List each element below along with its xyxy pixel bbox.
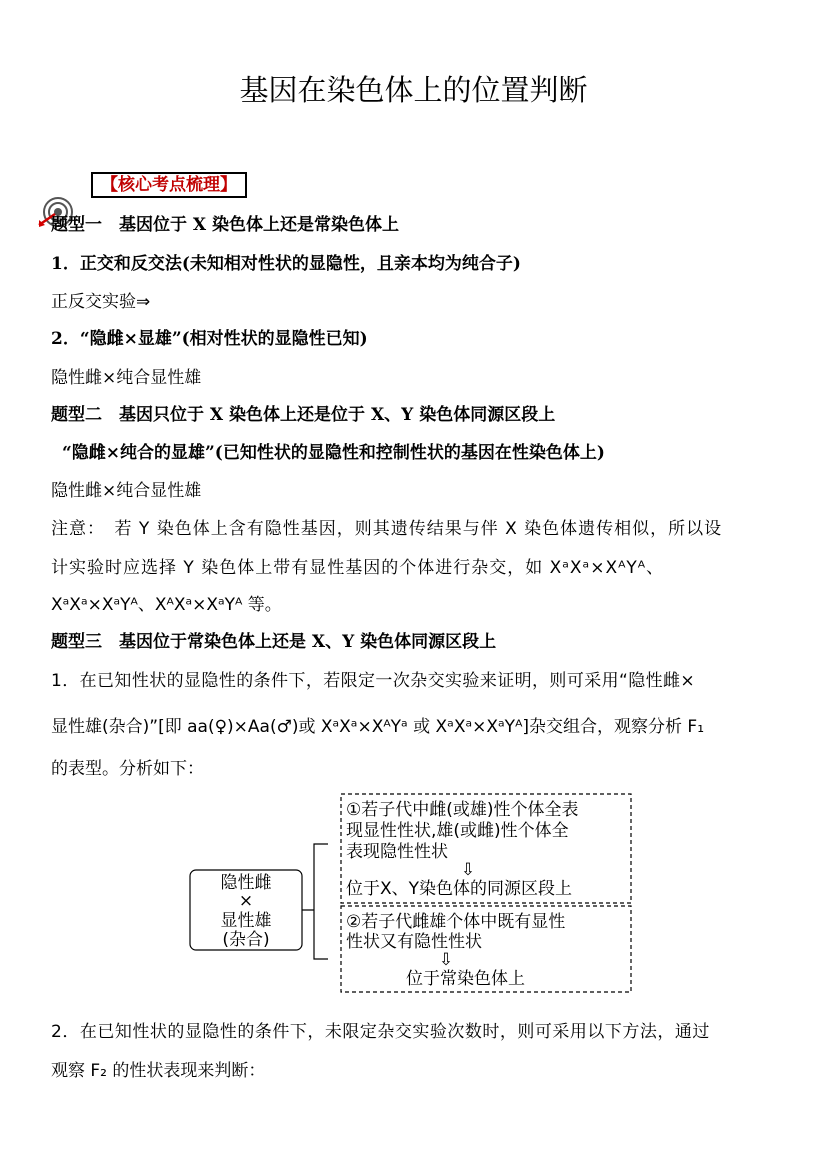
para-3-2-line-1: 2．在已知性状的显隐性的条件下，未限定杂交实验次数时，则可采用以下方法，通过 xyxy=(51,1022,710,1042)
para-3-2-line-2: 观察 F₂ 的性状表现来判断： xyxy=(51,1061,266,1081)
box1-line-3: 表现隐性性状 xyxy=(346,842,448,862)
bracket-lines xyxy=(302,844,328,959)
text-2-1: 隐性雌×纯合显性雄 xyxy=(51,481,202,501)
box2-line-1: ②若子代雌雄个体中既有显性 xyxy=(346,912,566,932)
note-line-3: XᵃXᵃ×XᵃYᴬ、XᴬXᵃ×XᵃYᴬ 等。 xyxy=(51,595,282,615)
cross-male: 显性雄 xyxy=(220,911,272,931)
para-3-1-line-2: 显性雄(杂合)”[即 aa(♀)×Aa(♂)或 XᵃXᵃ×XᴬYᵃ 或 XᵃXᵃ×XᵃYᴬ]杂交组合，观察分析 F₁ xyxy=(51,717,705,737)
down-arrow-icon: ⇩ xyxy=(460,860,476,880)
heading-2-1: “隐雌×纯合的显雄”(已知性状的显隐性和控制性状的基因在性染色体上) xyxy=(62,443,605,463)
heading-type-1: 题型一 基因位于 X 染色体上还是常染色体上 xyxy=(51,215,400,235)
para-3-1-line-1: 1．在已知性状的显隐性的条件下，若限定一次杂交实验来证明，则可采用“隐性雌× xyxy=(51,671,696,691)
box2-line-2: 性状又有隐性性状 xyxy=(346,932,482,952)
para-3-1-line-3: 的表型。分析如下： xyxy=(51,759,204,779)
note-line-1: 注意： 若 Y 染色体上含有隐性基因，则其遗传结果与伴 X 染色体遗传相似，所以设 xyxy=(51,519,723,539)
box1-line-1: ①若子代中雌(或雄)性个体全表 xyxy=(346,800,579,820)
cross-male-note: (杂合) xyxy=(222,930,270,950)
box1-line-2: 现显性性状,雄(或雌)性个体全 xyxy=(346,821,569,841)
cross-symbol: × xyxy=(238,891,254,911)
text-1-1: 正反交实验⇒ xyxy=(51,292,151,312)
section-tag: 【核心考点梳理】 xyxy=(91,172,247,198)
page-title: 基因在染色体上的位置判断 xyxy=(239,73,588,107)
box1-result: 位于X、Y染色体的同源区段上 xyxy=(346,879,573,899)
heading-1-1: 1．正交和反交法(未知相对性状的显隐性，且亲本均为纯合子) xyxy=(51,254,521,274)
analysis-diagram xyxy=(186,789,646,997)
down-arrow-icon: ⇩ xyxy=(438,950,454,970)
box2-result: 位于常染色体上 xyxy=(406,969,525,989)
heading-1-2: 2．“隐雌×显雄”(相对性状的显隐性已知) xyxy=(51,329,368,349)
cross-female: 隐性雌 xyxy=(220,873,272,893)
heading-type-2: 题型二 基因只位于 X 染色体上还是位于 X、Y 染色体同源区段上 xyxy=(51,405,556,425)
text-1-2: 隐性雌×纯合显性雄 xyxy=(51,368,202,388)
heading-type-3: 题型三 基因位于常染色体上还是 X、Y 染色体同源区段上 xyxy=(51,632,497,652)
note-line-2: 计实验时应选择 Y 染色体上带有显性基因的个体进行杂交，如 XᵃXᵃ×XᴬYᴬ、 xyxy=(51,558,665,578)
